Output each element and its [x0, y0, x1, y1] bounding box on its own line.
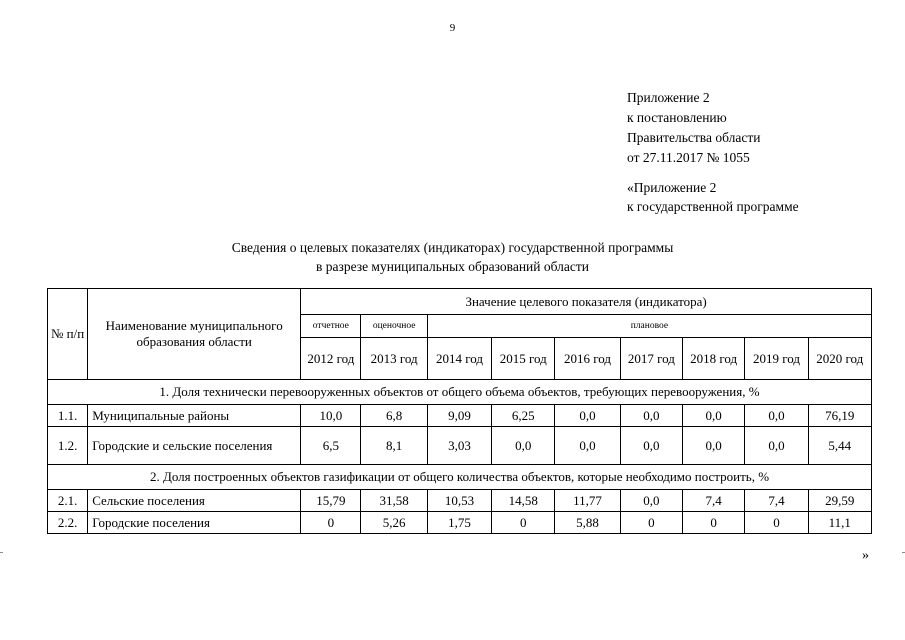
header-name: Наименование муниципального образования области — [88, 289, 301, 380]
row-name: Городские и сельские поселения — [88, 427, 301, 465]
title-line: Сведения о целевых показателях (индикаторах) государственной программы — [231, 240, 674, 255]
appendix-line: к постановлению — [627, 110, 727, 125]
value-cell: 6,8 — [361, 405, 427, 427]
appendix-line: Приложение 2 — [627, 90, 710, 105]
year-cell: 2017 год — [620, 338, 682, 380]
appendix-quote-line: к государственной программе — [627, 199, 799, 214]
row-number: 2.2. — [48, 512, 88, 534]
value-cell: 15,79 — [301, 490, 361, 512]
year-cell: 2013 год — [361, 338, 427, 380]
value-cell: 0,0 — [620, 427, 682, 465]
section-heading: 1. Доля технически перевооруженных объектов от общего объема объектов, требующих перевооружения, % — [48, 380, 872, 405]
value-cell: 0 — [620, 512, 682, 534]
row-name: Сельские поселения — [88, 490, 301, 512]
year-cell: 2019 год — [745, 338, 808, 380]
value-cell: 10,53 — [427, 490, 491, 512]
year-cell: 2018 год — [683, 338, 745, 380]
value-cell: 6,5 — [301, 427, 361, 465]
value-cell: 11,1 — [808, 512, 871, 534]
year-cell: 2014 год — [427, 338, 491, 380]
table-row — [48, 490, 872, 512]
value-cell: 0 — [745, 512, 808, 534]
value-cell: 8,1 — [361, 427, 427, 465]
year-cell: 2020 год — [808, 338, 871, 380]
value-cell: 1,75 — [427, 512, 491, 534]
header-value: Значение целевого показателя (индикатора) — [301, 289, 872, 315]
value-cell: 0,0 — [683, 405, 745, 427]
value-cell: 0,0 — [620, 405, 682, 427]
value-cell: 11,77 — [555, 490, 620, 512]
row-name: Муниципальные районы — [88, 405, 301, 427]
year-cell: 2015 год — [492, 338, 555, 380]
appendix-quote-line: «Приложение 2 — [627, 180, 717, 195]
title-line: в разрезе муниципальных образований области — [316, 259, 589, 274]
value-cell: 31,58 — [361, 490, 427, 512]
header-planned: плановое — [427, 315, 871, 338]
value-cell: 9,09 — [427, 405, 491, 427]
row-number: 1.2. — [48, 427, 88, 465]
value-cell: 0 — [683, 512, 745, 534]
table-row — [48, 512, 872, 534]
header-reported: отчетное — [301, 315, 361, 338]
value-cell: 5,88 — [555, 512, 620, 534]
row-name: Городские поселения — [88, 512, 301, 534]
value-cell: 7,4 — [745, 490, 808, 512]
value-cell: 10,0 — [301, 405, 361, 427]
value-cell: 29,59 — [808, 490, 871, 512]
value-cell: 0 — [301, 512, 361, 534]
value-cell: 7,4 — [683, 490, 745, 512]
value-cell: 0,0 — [555, 427, 620, 465]
value-cell: 14,58 — [492, 490, 555, 512]
value-cell: 0,0 — [683, 427, 745, 465]
value-cell: 5,26 — [361, 512, 427, 534]
value-cell: 0,0 — [492, 427, 555, 465]
value-cell: 76,19 — [808, 405, 871, 427]
value-cell: 0,0 — [745, 427, 808, 465]
value-cell: 0,0 — [555, 405, 620, 427]
value-cell: 0 — [492, 512, 555, 534]
value-cell: 0,0 — [620, 490, 682, 512]
appendix-quote — [627, 178, 799, 216]
appendix-line: от 27.11.2017 № 1055 — [627, 150, 750, 165]
row-number: 2.1. — [48, 490, 88, 512]
value-cell: 6,25 — [492, 405, 555, 427]
header-number: № п/п — [48, 289, 88, 380]
row-number: 1.1. — [48, 405, 88, 427]
page-number: 9 — [449, 22, 456, 34]
table-row — [48, 427, 872, 465]
header-estimated: оценочное — [361, 315, 427, 338]
appendix-line: Правительства области — [627, 130, 761, 145]
value-cell: 0,0 — [745, 405, 808, 427]
page-edge-mark — [0, 552, 3, 553]
section-heading: 2. Доля построенных объектов газификации от общего количества объектов, которые необходимо построить, % — [48, 465, 872, 490]
appendix-header — [627, 88, 760, 168]
table-row — [48, 405, 872, 427]
closing-quote: » — [862, 548, 869, 563]
year-cell: 2016 год — [555, 338, 620, 380]
indicators-table — [47, 288, 872, 534]
value-cell: 3,03 — [427, 427, 491, 465]
document-title — [0, 238, 905, 276]
value-cell: 5,44 — [808, 427, 871, 465]
year-cell: 2012 год — [301, 338, 361, 380]
